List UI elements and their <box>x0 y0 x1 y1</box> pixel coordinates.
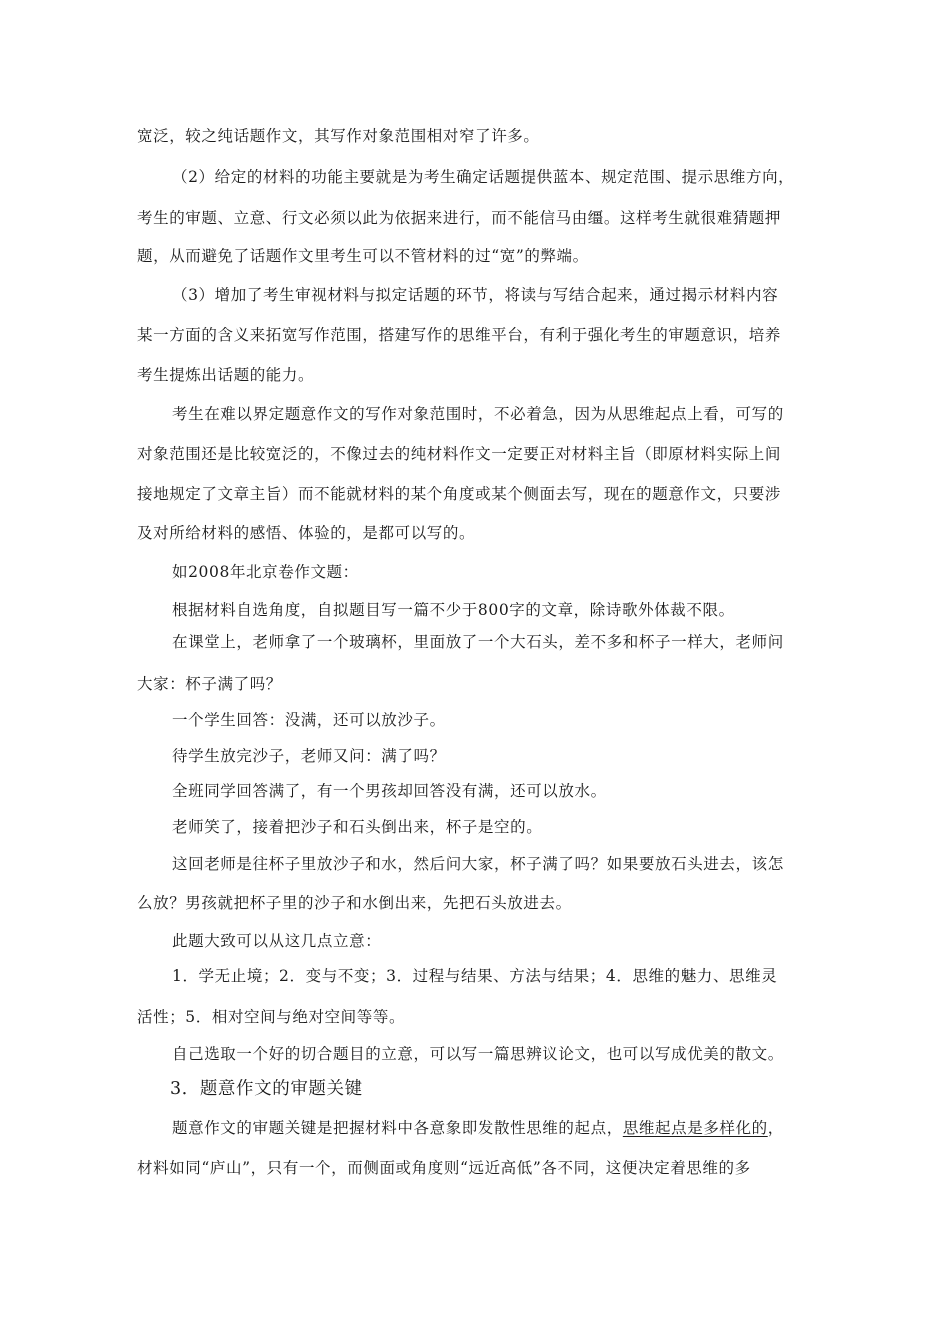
story-line: 全班同学回答满了，有一个男孩却回答没有满，还可以放水。 <box>172 782 607 800</box>
text-span: 题意作文的审题关键是把握材料中各意象即发散性思维的起点， <box>172 1119 623 1137</box>
theme-list: 1．学无止境；2．变与不变；3．过程与结果、方法与结果；4．思维的魅力、思维灵 <box>172 967 778 985</box>
story-line: 在课堂上，老师拿了一个玻璃杯，里面放了一个大石头，差不多和杯子一样大，老师问 <box>172 633 784 651</box>
text-line: 大家：杯子满了吗？ <box>137 675 282 693</box>
story-line: 这回老师是往杯子里放沙子和水，然后问大家，杯子满了吗？如果要放石头进去，该怎 <box>172 855 784 873</box>
text-line: 么放？男孩就把杯子里的沙子和水倒出来，先把石头放进去。 <box>137 894 572 912</box>
underlined-phrase: 思维起点是多样化的 <box>622 1119 768 1137</box>
text-line: 接地规定了文章主旨）而不能就材料的某个角度或某个侧面去写，现在的题意作文，只要涉 <box>137 485 782 503</box>
text-line: 考生提炼出话题的能力。 <box>137 366 315 384</box>
conclusion-line: 自己选取一个好的切合题目的立意，可以写一篇思辨议论文，也可以写成优美的散文。 <box>172 1045 784 1063</box>
story-line: 待学生放完沙子，老师又问：满了吗？ <box>172 747 446 765</box>
paragraph-point-2: （2）给定的材料的功能主要就是为考生确定话题提供蓝本、规定范围、提示思维方向， <box>172 168 795 186</box>
text-line: 考生的审题、立意、行文必须以此为依据来进行，而不能信马由缰。这样考生就很难猜题押 <box>137 209 782 227</box>
analysis-intro: 此题大致可以从这几点立意： <box>172 932 382 950</box>
text-line: 材料如同“庐山”，只有一个，而侧面或角度则“远近高低”各不同，这便决定着思维的多 <box>137 1159 751 1177</box>
story-line: 老师笑了，接着把沙子和石头倒出来，杯子是空的。 <box>172 818 543 836</box>
section-heading: 3．题意作文的审题关键 <box>170 1079 363 1099</box>
text-line: 某一方面的含义来拓宽写作范围，搭建写作的思维平台，有利于强化考生的审题意识，培养 <box>137 326 782 344</box>
text-line: 及对所给材料的感悟、体验的，是都可以写的。 <box>137 524 476 542</box>
paragraph-point-3: （3）增加了考生审视材料与拟定话题的环节，将读与写结合起来，通过揭示材料内容 <box>172 286 779 304</box>
example-intro: 如2008年北京卷作文题： <box>172 563 359 581</box>
key-paragraph <box>172 1118 852 1138</box>
text-line: 宽泛，较之纯话题作文，其写作对象范围相对窄了许多。 <box>137 127 540 145</box>
story-line: 一个学生回答：没满，还可以放沙子。 <box>172 711 446 729</box>
text-line: 题，从而避免了话题作文里考生可以不管材料的过“宽”的弊端。 <box>137 247 589 265</box>
text-line: 活性；5．相对空间与绝对空间等等。 <box>137 1008 406 1026</box>
paragraph-start: 考生在难以界定题意作文的写作对象范围时，不必着急，因为从思维起点上看，可写的 <box>172 405 784 423</box>
text-line: 对象范围还是比较宽泛的，不像过去的纯材料作文一定要正对材料主旨（即原材料实际上间 <box>137 445 782 463</box>
text-span: ， <box>767 1119 784 1137</box>
prompt-line: 根据材料自选角度，自拟题目写一篇不少于800字的文章，除诗歌外体裁不限。 <box>172 601 735 619</box>
